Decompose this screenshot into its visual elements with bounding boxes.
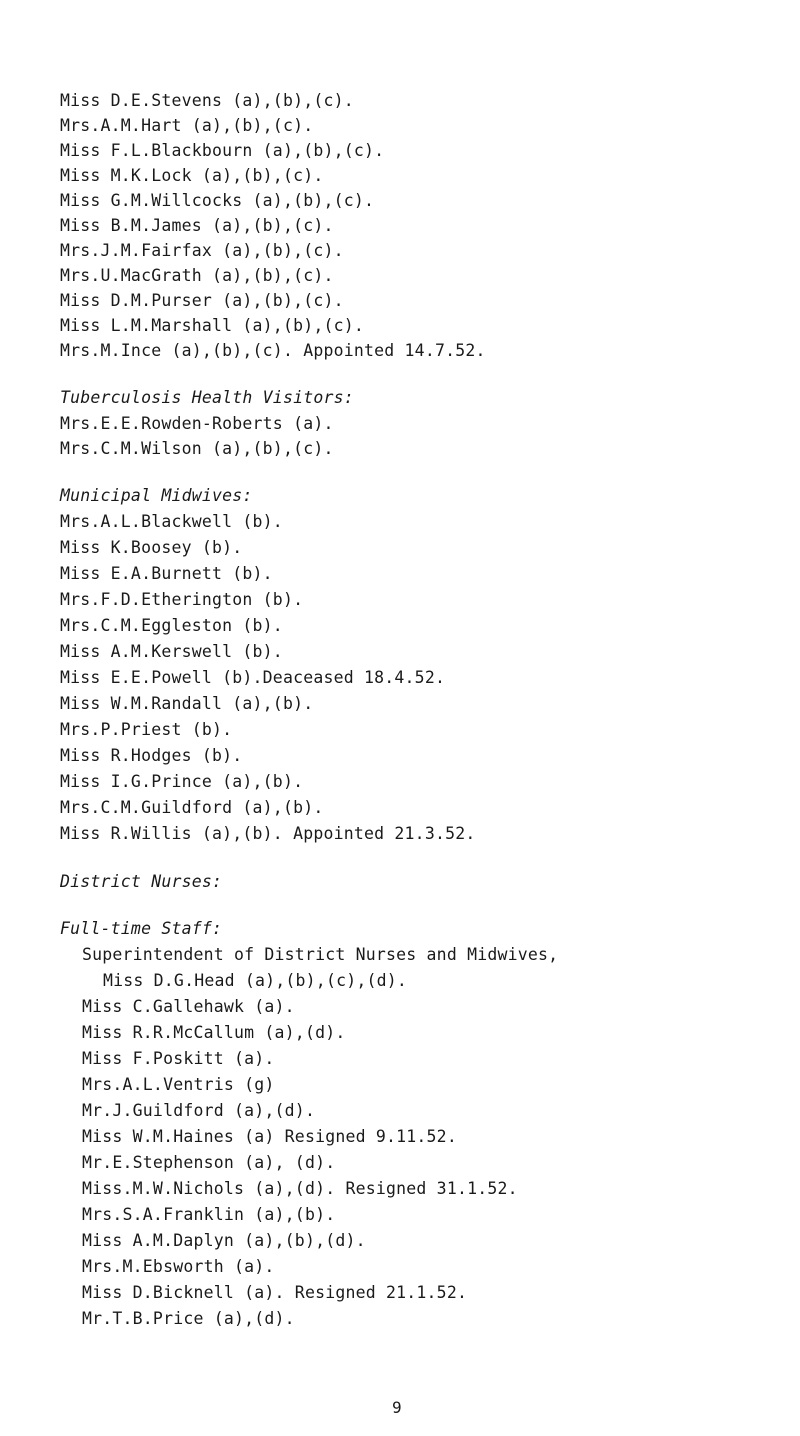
staff-entry: Mrs.A.L.Blackwell (b). — [60, 512, 283, 531]
staff-entry: Mrs.A.L.Ventris (g) — [82, 1075, 275, 1094]
staff-entry: Mrs.S.A.Franklin (a),(b). — [82, 1205, 336, 1224]
staff-entry: Miss I.G.Prince (a),(b). — [60, 772, 304, 791]
staff-entry: Miss K.Boosey (b). — [60, 538, 243, 557]
staff-entry: Miss D.Bicknell (a). Resigned 21.1.52. — [82, 1283, 468, 1302]
staff-entry: Mrs.J.M.Fairfax (a),(b),(c). — [60, 241, 344, 260]
section-heading-tuberculosis: Tuberculosis Health Visitors: — [60, 388, 354, 407]
staff-entry: Miss F.Poskitt (a). — [82, 1049, 275, 1068]
staff-entry: Miss D.E.Stevens (a),(b),(c). — [60, 91, 354, 110]
staff-entry: Miss A.M.Daplyn (a),(b),(d). — [82, 1231, 366, 1250]
section-heading-district-nurses: District Nurses: — [60, 872, 223, 891]
subsection-heading-full-time: Full-time Staff: — [60, 919, 223, 938]
superintendent-title: Superintendent of District Nurses and Midwives, — [82, 945, 559, 964]
staff-entry: Mrs.C.M.Wilson (a),(b),(c). — [60, 439, 334, 458]
staff-entry: Miss L.M.Marshall (a),(b),(c). — [60, 316, 365, 335]
staff-entry: Mr.J.Guildford (a),(d). — [82, 1101, 316, 1120]
staff-entry: Mrs.F.D.Etherington (b). — [60, 590, 304, 609]
staff-entry: Mrs.M.Ebsworth (a). — [82, 1257, 275, 1276]
staff-entry: Miss W.M.Randall (a),(b). — [60, 694, 314, 713]
staff-entry: Mr.E.Stephenson (a), (d). — [82, 1153, 336, 1172]
staff-entry: Miss C.Gallehawk (a). — [82, 997, 295, 1016]
staff-entry: Mrs.C.M.Guildford (a),(b). — [60, 798, 324, 817]
page-number: 9 — [392, 1398, 402, 1417]
staff-entry: Mrs.P.Priest (b). — [60, 720, 233, 739]
staff-entry: Miss.M.W.Nichols (a),(d). Resigned 31.1.52. — [82, 1179, 518, 1198]
staff-entry: Miss R.Hodges (b). — [60, 746, 243, 765]
staff-entry: Miss W.M.Haines (a) Resigned 9.11.52. — [82, 1127, 457, 1146]
staff-entry: Miss M.K.Lock (a),(b),(c). — [60, 166, 324, 185]
staff-entry: Mrs.C.M.Eggleston (b). — [60, 616, 283, 635]
superintendent-name: Miss D.G.Head (a),(b),(c),(d). — [103, 971, 408, 990]
staff-entry: Miss R.R.McCallum (a),(d). — [82, 1023, 346, 1042]
staff-entry: Mrs.M.Ince (a),(b),(c). Appointed 14.7.52. — [60, 341, 486, 360]
staff-entry: Miss E.A.Burnett (b). — [60, 564, 273, 583]
staff-entry: Miss G.M.Willcocks (a),(b),(c). — [60, 191, 375, 210]
staff-entry: Miss F.L.Blackbourn (a),(b),(c). — [60, 141, 385, 160]
staff-entry: Mrs.E.E.Rowden-Roberts (a). — [60, 414, 334, 433]
section-heading-midwives: Municipal Midwives: — [60, 486, 253, 505]
staff-entry: Miss E.E.Powell (b).Deaceased 18.4.52. — [60, 668, 446, 687]
staff-entry: Mr.T.B.Price (a),(d). — [82, 1309, 295, 1328]
staff-entry: Miss B.M.James (a),(b),(c). — [60, 216, 334, 235]
staff-entry: Mrs.A.M.Hart (a),(b),(c). — [60, 116, 314, 135]
staff-entry: Miss D.M.Purser (a),(b),(c). — [60, 291, 344, 310]
staff-entry: Miss A.M.Kerswell (b). — [60, 642, 283, 661]
staff-entry: Miss R.Willis (a),(b). Appointed 21.3.52. — [60, 824, 476, 843]
staff-entry: Mrs.U.MacGrath (a),(b),(c). — [60, 266, 334, 285]
